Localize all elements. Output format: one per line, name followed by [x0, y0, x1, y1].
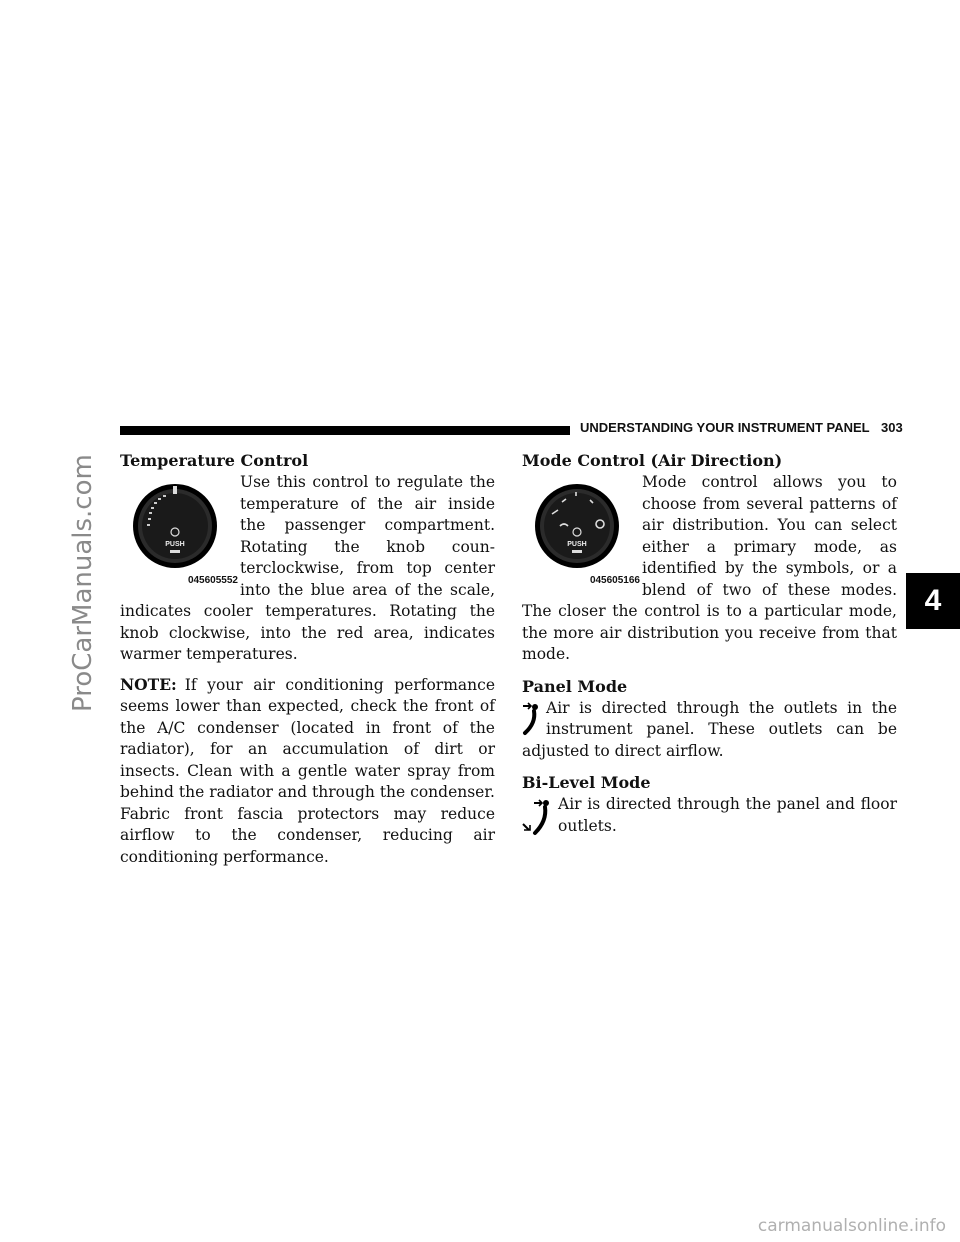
- header-section-title: UNDERSTANDING YOUR INSTRUMENT PANEL: [580, 420, 870, 435]
- temperature-knob-figure: [120, 476, 240, 594]
- watermark-footer: carmanualsonline.info: [757, 1216, 946, 1236]
- panel-mode-heading: Panel Mode: [522, 676, 628, 696]
- bi-level-mode-body-text: Air is directed through the panel and floor outlets.: [558, 795, 897, 835]
- panel-mode-row: [522, 698, 897, 763]
- temperature-body-text: Use this control to regulate the temperature of the air inside the passenger compartment. Rotating the knob counterclockwise, from top center into the blue area of the scale, indicates cooler temperatures. Rotating the knob clockwise, into the red area, indicates warmer temperatures.: [120, 473, 495, 663]
- mode-knob-figure: [522, 476, 642, 594]
- temperature-knob-icon: [120, 476, 230, 576]
- mode-figure-id: 045605166: [589, 574, 640, 586]
- right-column: [522, 450, 897, 837]
- temperature-knob-push-label: PUSH: [165, 541, 185, 548]
- panel-mode-icon: [522, 702, 540, 736]
- note-body-text: If your air conditioning performance seems lower than expected, check the front of the A/C condenser (located in front of the radiator), for an accumulation of dirt or insects. Clean with a gentle water spray from behind the radiator and through the condenser. Fabric front fascia protectors may reduce airflow to the condenser, reducing air conditioning performance.: [120, 675, 495, 866]
- temperature-figure-id: 045605552: [187, 574, 238, 586]
- bi-level-mode-row: [522, 794, 897, 837]
- running-header: [580, 420, 903, 435]
- temperature-control-heading: Temperature Control: [120, 451, 309, 470]
- page-number: 303: [881, 420, 903, 435]
- mode-knob-push-label: PUSH: [567, 541, 587, 548]
- panel-mode-body-text: Air is directed through the outlets in the instrument panel. These outlets can be adjusted to direct airflow.: [522, 698, 897, 760]
- watermark-procarmanuals: ProCarManuals.com: [68, 454, 98, 712]
- header-rule: [120, 426, 570, 435]
- mode-body-text: Mode control allows you to choose from several patterns of air distribution. You can select either a primary mode, as identified by the symbols, or a blend of two of these modes. The closer the control is to a particular mode, the more air distribution you receive from that mode.: [522, 473, 897, 663]
- mode-knob-icon: [522, 476, 632, 576]
- bi-level-mode-icon: [522, 798, 552, 836]
- note-label: NOTE:: [120, 674, 177, 694]
- note-paragraph: [120, 674, 495, 869]
- left-column: [120, 450, 495, 868]
- bi-level-mode-heading: Bi-Level Mode: [522, 773, 651, 792]
- mode-control-heading: Mode Control (Air Direction): [522, 451, 783, 470]
- chapter-tab: 4: [906, 573, 960, 629]
